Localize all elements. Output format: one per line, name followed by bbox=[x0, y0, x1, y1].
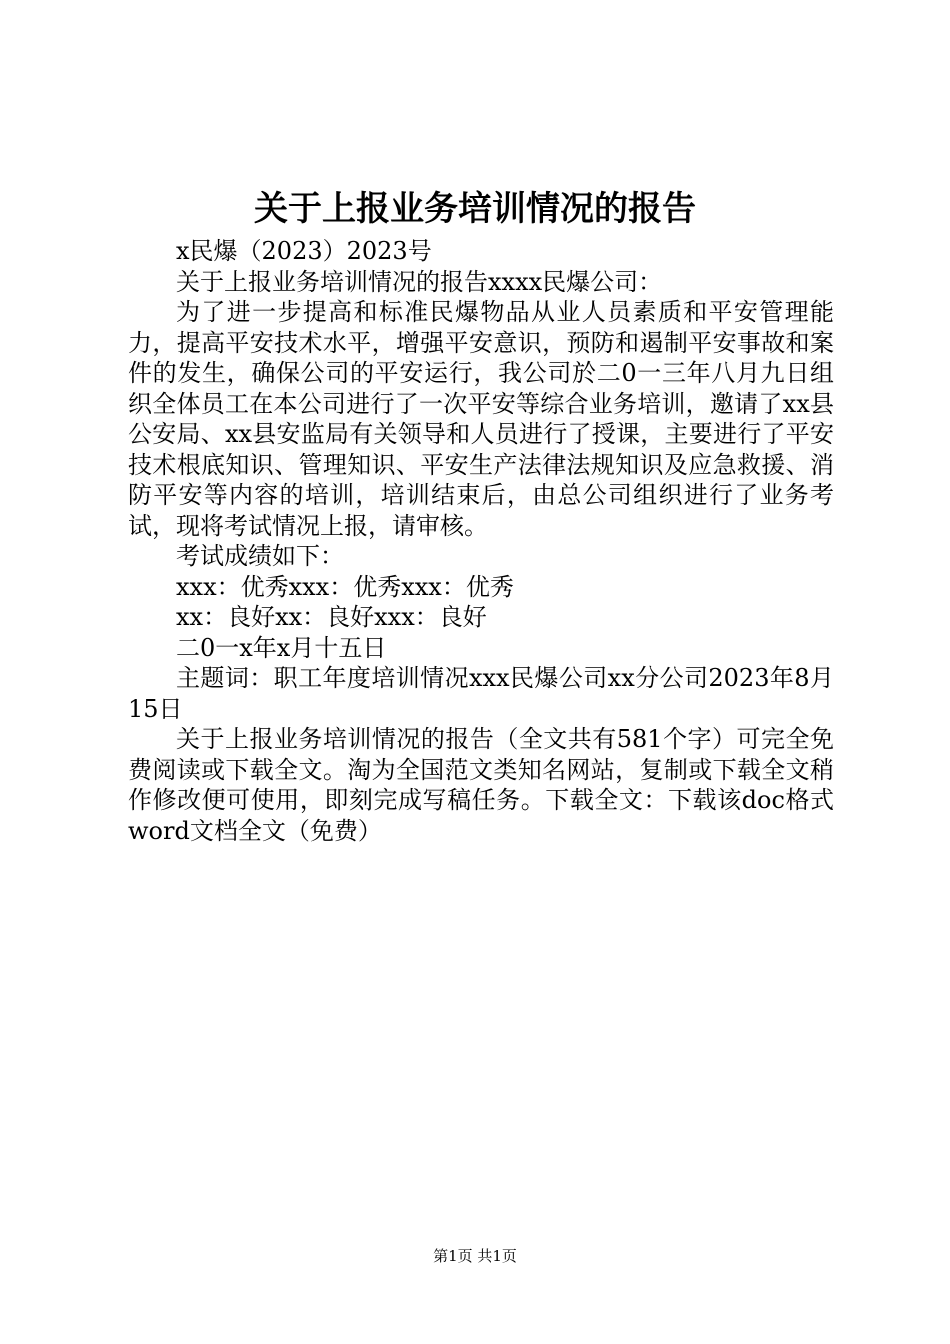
subject-words: 主题词：职工年度培训情况xxx民爆公司xx分公司2023年8月15日 bbox=[128, 664, 834, 723]
report-heading-line: 关于上报业务培训情况的报告xxxx民爆公司： bbox=[176, 267, 663, 296]
document-date: 二0一x年x月十五日 bbox=[176, 633, 387, 662]
results-line-excellent: xxx：优秀xxx：优秀xxx：优秀 bbox=[176, 572, 514, 601]
document-title: 关于上报业务培训情况的报告 bbox=[254, 189, 696, 229]
main-paragraph: 为了进一步提高和标准民爆物品从业人员素质和平安管理能力，提高平安技术水平，增强平安意识，预防和遏制平安事故和案件的发生，确保公司的平安运行，我公司於二0一三年八月九日组织全体员工在本公司进行了一次平安等综合业务培训，邀请了xx县公安局、xx县安监局有关领导和人员进行了授课，主要进行了平安技术根底知识、管理知识、平安生产法律法规知识及应急救援、消防平安等内容的培训，培训结束后，由总公司组织进行了业务考试，现将考试情况上报，请审核。 bbox=[128, 298, 834, 540]
download-notice: 关于上报业务培训情况的报告（全文共有581个字）可完全免费阅读或下载全文。淘为全国范文类知名网站，复制或下载全文稍作修改便可使用，即刻完成写稿任务。下载全文：下载该doc格式word文档全文（免费） bbox=[128, 725, 834, 845]
results-heading: 考试成绩如下： bbox=[176, 542, 344, 570]
results-line-good: xx：良好xx：良好xxx：良好 bbox=[176, 603, 487, 631]
page-footer: 第1页 共1页 bbox=[433, 1247, 517, 1265]
document-number: x民爆（2023）2023号 bbox=[176, 237, 432, 265]
document-body bbox=[128, 236, 834, 846]
